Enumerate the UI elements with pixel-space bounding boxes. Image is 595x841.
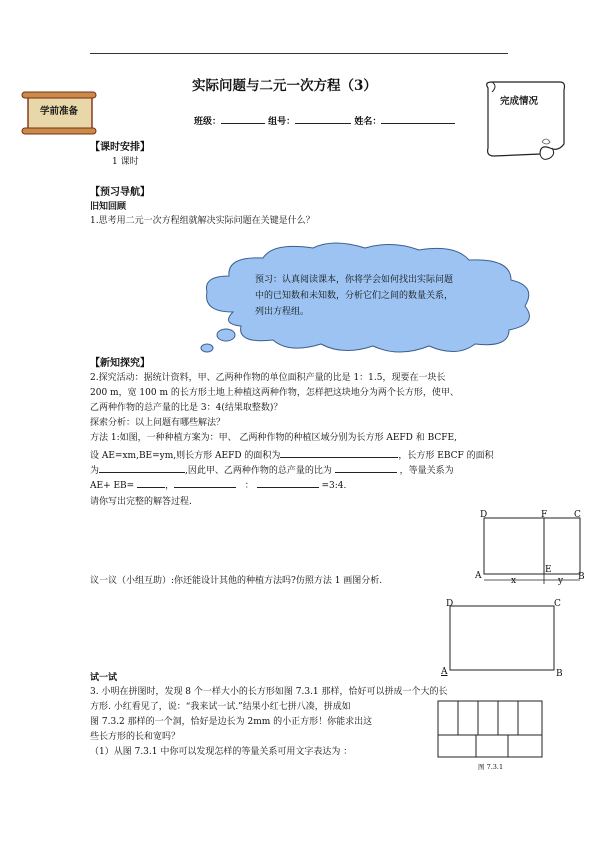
ratio-right-blank[interactable] (257, 477, 319, 488)
try-line-3: 图 7.3.2 那样的一个洞，恰好是边长为 2mm 的小正方形！你能求出这 (90, 717, 373, 727)
explore-line-10: 议一议（小组互助）:你还能设计其他的种植方法吗?仿照方法 1 画图分析. (90, 576, 383, 586)
yield-ratio-blank[interactable] (335, 462, 397, 473)
figure-7-3-1-caption: 图 7.3.1 (478, 763, 504, 771)
try-line-4: 些长方形的长和宽吗？ (90, 732, 181, 742)
explore-line-2: 200 m，宽 100 m 的长方形土地上种植这两种作物，怎样把这块地分为两个长方形，使甲、 (90, 388, 459, 398)
rect-tiling-diagram (436, 700, 546, 762)
area-ebcf-blank[interactable] (99, 462, 185, 473)
line7-text-a: 为 (90, 466, 100, 476)
badge-right-label: 完成情况 (500, 96, 539, 107)
area-aefd-blank[interactable] (280, 447, 398, 458)
review-subheading: 旧知回顾 (90, 202, 127, 212)
figure-7-3-1 (436, 700, 546, 778)
line8-text-a: AE+ EB= (90, 481, 135, 491)
top-rule (90, 53, 508, 54)
group-label: 组号： (268, 117, 296, 127)
explore-line-3: 乙两种作物的总产量的比是 3：4(结果取整数)？ (90, 403, 283, 413)
figure-abcd (440, 598, 570, 682)
cloud-line-2: 中的已知数和未知数，分析它们之间的数量关系， (255, 291, 454, 301)
line8-text-c: ： (244, 481, 254, 491)
name-label: 姓名： (354, 117, 382, 127)
fig1-label-E: E (545, 565, 552, 575)
try-line-5: （1）从图 7.3.1 中你可以发现怎样的等量关系可用文字表达为 ： (90, 747, 353, 757)
badge-left-label: 学前准备 (40, 106, 79, 117)
class-label: 班级： (194, 117, 222, 127)
curled-scroll-icon (480, 78, 568, 164)
line7-text-c: ，等量关系为 (399, 466, 454, 476)
explore-line-5: 方法 1:如图，一种种植方案为：甲、 乙两种作物的种植区域分别为长方形 AEFD 和 BCFE, (90, 433, 457, 443)
fig2-label-C: C (554, 599, 561, 609)
sum-blank[interactable] (137, 477, 165, 488)
section-schedule-heading: 【课时安排】 (90, 142, 150, 153)
fig2-label-A: A (441, 667, 448, 677)
page-title: 实际问题与二元一次方程（3） (192, 78, 377, 94)
try-line-1: 3. 小明在拼图时，发现 8 个一样大小的长方形如图 7.3.1 那样，恰好可以拼成一个大的长 (90, 687, 448, 697)
section-explore-heading: 【新知探究】 (90, 358, 150, 369)
figure-aefd-bcfe (474, 508, 586, 588)
explore-line-6 (90, 447, 494, 462)
info-line (194, 113, 455, 128)
rect-diagram-2 (440, 598, 570, 682)
explore-line-4: 探索分析：以上问题有哪些解法？ (90, 418, 226, 428)
question-1: 1.思考用二元一次方程组就解决实际问题在关键是什么？ (90, 216, 315, 226)
explore-line-7 (90, 462, 454, 477)
line6-text-a: 设 AE=xm,BE=ym,则长方形 AEFD 的面积为 (90, 451, 281, 461)
try-line-2: 方形. 小红看见了，说：“我来试一试.”结果小红七拼八凑，拼成如 (90, 702, 351, 712)
fig2-label-B: B (556, 669, 563, 679)
explore-line-1: 2.探究活动：据统计资料，甲、乙两种作物的单位面积产量的比是 1：1.5，现要在一块长 (90, 373, 446, 383)
preview-cloud (193, 240, 553, 358)
scroll-badge-right (480, 78, 568, 164)
fig1-label-D: D (480, 510, 488, 520)
class-blank[interactable] (221, 113, 265, 124)
fig2-label-D: D (446, 599, 454, 609)
explore-line-9: 请你写出完整的解答过程. (90, 497, 192, 507)
section-schedule-text: 1 课时 (112, 157, 139, 167)
fig1-label-y: y (558, 576, 564, 586)
ratio-left-blank[interactable] (174, 477, 236, 488)
line8-text-b: ， (165, 481, 175, 491)
cloud-line-1: 预习：认真阅读课本，你将学会如何找出实际问题 (255, 275, 454, 285)
cloud-line-3: 列出方程组。 (255, 307, 310, 317)
line7-text-b: ,因此甲、乙两种作物的总产量的比为 (185, 466, 332, 476)
name-blank[interactable] (381, 113, 455, 124)
fig1-label-A: A (475, 571, 482, 581)
rect-diagram-1 (474, 508, 586, 588)
scroll-badge-left (20, 90, 98, 136)
section-preview-heading: 【预习导航】 (90, 187, 150, 198)
fig1-label-F: F (541, 510, 548, 520)
section-try-heading: 试一试 (90, 673, 118, 683)
explore-line-8 (90, 477, 346, 492)
group-blank[interactable] (295, 113, 351, 124)
fig1-label-B: B (578, 572, 585, 582)
line8-text-d: =3:4. (321, 481, 347, 491)
line6-text-b: ，长方形 EBCF 的面积 (398, 451, 494, 461)
fig1-label-x: x (511, 576, 517, 586)
fig1-label-C: C (574, 510, 581, 520)
